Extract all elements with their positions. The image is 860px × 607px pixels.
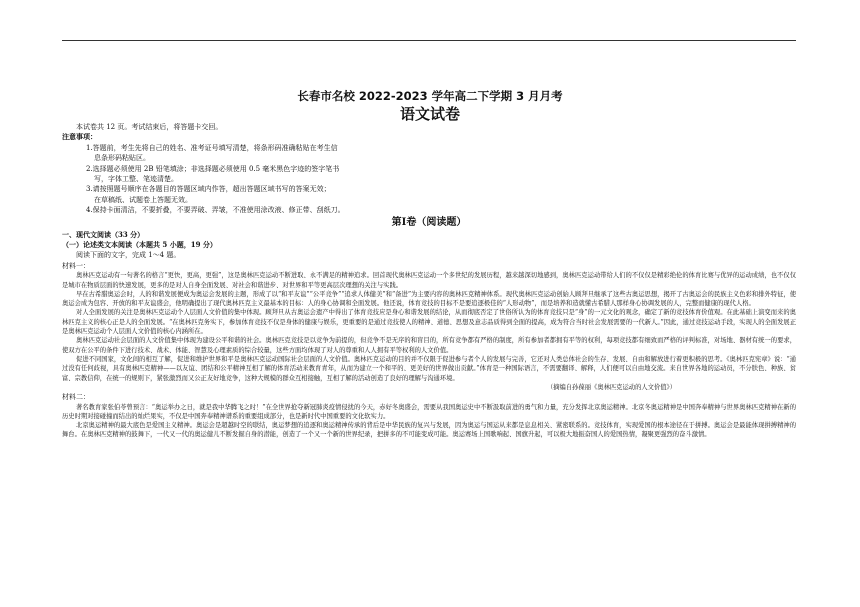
note-line: 4.保持卡面清洁，不要折叠，不要弄破、弄皱，不准使用涂改液、修正带、刮纸刀。 — [86, 206, 345, 215]
material-paragraph: 促进不同国家，文化间的相互了解，促进和维护世界和平是奥林匹克运动国际社会层面的人文价值。奥林匹克运动的目的并不仅限于促进参与者个人的发展与完善，它还对人类总体社会的生存、发展、自由和解放进行着更积极的思考。《奥林匹克宪章》说：“通过没有任何歧视，具有奥林匹克精神——以友谊、团结和公平精神互相了解的体育活动来教育青年，从而为建立一个和平的、更美好的世界做出贡献。”体育是一种国际语言，不需要翻译、解释，人们便可以自由地交流。来自世界各地的运动员，不分肤色、种族、贫富、宗教信仰，在统一的规则下，紧张激烈而又公正友好地竞争，这种大规模的群众互相接触，互相了解的活动创造了良好的理解与沟通环境。 — [62, 355, 796, 382]
material-label: 材料二： — [62, 393, 90, 402]
note-line: 2.选择题必须使用 2B 铅笔填涂；非选择题必须使用 0.5 毫米黑色字迹的签字笔书 — [86, 164, 340, 173]
header-rule — [62, 40, 796, 41]
material-source: （摘编自孙葆丽《奥林匹克运动的人文价值》） — [546, 383, 676, 391]
section-heading: 一、现代文阅读（33 分） — [62, 229, 145, 239]
note-line: 在草稿纸、试题卷上答题无效。 — [94, 195, 192, 204]
note-line: 息条形码粘贴区。 — [94, 154, 150, 163]
material-paragraph: 对人全面发展的关注是奥林匹克运动个人层面人文价值的集中体现。顾拜旦从古奥运会遗产中得出了体育竞技应是身心和谐发展的结论，从而彻底否定了世俗所认为的体育竞技只是“身”的一元文化的观念，确定了新的竞技体育价值观。在此基础上演变而来的奥林匹克主义的核心正是人的全面发展。“在奥林匹克务实下，参加体育竞技不仅是身体的健康与娱乐，更重要的是通过竞技使人的精神、道德、思想及意志品质得到全面的提高，成为符合当时社会发展需要的一代新人。”因此，通过竞技运动手段，实现人的全面发展正是奥林匹克运动个人层面人文价值的核心内涵所在。 — [62, 309, 796, 336]
subsection-heading: （一）论述类文本阅读（本题共 5 小题，19 分） — [62, 240, 217, 250]
material-paragraph: 奥林匹克运动社会层面的人文价值集中体现为建设公平和谐的社会。奥林匹克竞技是以竞争为前提的，但竞争不是无序的和盲目的，所有竞争都有严格的制度，所有参加者都拥有平等的权利，每项竞技都有细致而严格的评判标准，对场地、器材有统一的要求，使双方在公平的条件下进行技术、战术、体能、智慧及心理素质的综合较量，这些方面均体现了对人的尊重和人人拥有平等权利的人文价值。 — [62, 337, 796, 354]
note-line: 1.答题前，考生先将自己的姓名、准考证号填写清楚，将条形码准确粘贴在考生信 — [86, 143, 338, 152]
material-paragraph: 北京奥运精神的最大底色是爱国主义精神。奥运会是超越时空的联结，奥运梦想的追逐和奥运精神传承的背后是中华民族的复兴与发展，因为奥运与国运从来都是息息相关、紧密联系的。竞技体育，实现爱国的根本途径在于拼搏。奥运会是最能体现拼搏精神的舞台。在奥林匹克精神的鼓舞下，一代又一代的奥运健儿不断发掘自身的潜能，创造了一个又一个新的世界纪录，把拼多的不可能变成可能。奥运赛场上国歌响起、国旗升起，可以极大地振奋国人的爱国热情，凝聚更强烈的奋斗激情。 — [62, 422, 796, 439]
material-paragraph: 奥林匹克运动有一句著名的格言“更快，更高，更强”，这是奥林匹克运动不断进取、永不满足的精神追求。回首现代奥林匹克运动一个多世纪的发展历程，越来越深切地感到，奥林匹克运动带给人们的不仅仅是精彩绝伦的体育比赛与优异的运动成绩，也不仅仅是城市在物质层面的快速发展，更多的是对人自身全面发展、对社会和谐进步、对世界和平等更高层次理想的关注与实践。 — [62, 272, 796, 289]
note-line: 写，字体工整、笔迹清楚。 — [94, 175, 178, 184]
material-paragraph: 著名教育家张伯苓曾预言：“奥运举办之日，就是我中华腾飞之时！”在全世界抢夺新冠肺炎疫情侵扰的今天，赤好冬奥盛会，需要从我国奥运史中不断汲取前进的勇气和力量，充分发挥北京奥运精神。北京冬奥运精神是中国奔奉精神与世界奥林匹克精神在新的历史时期对接碰撞而结出的灿烂果实，不仅是中国奔奉精神谱系的重要组成部分，也是新时代中国重要的文化软实力。 — [62, 403, 796, 420]
document-body — [62, 122, 796, 440]
exam-title: 长春市名校 2022-2023 学年高二下学期 3 月月考 — [297, 89, 563, 103]
material-paragraph: 早在古希腊奥运会时，人的和谐发展便成为奥运会发展的主题，形成了以“和平友谊”“公平竞争”“追求人体健美”和“备进”为主要内容的奥林匹克精神体系。现代奥林匹克运动创始人顾拜旦继承了这些古奥运思想，揭开了古奥运会的民族主义色彩和排外特征，使奥运会成为包容、开放的和平友谊盛会，他明确提出了现代奥林匹克主义最基本的目标：人的身心协调和全面发展。他还说，体育竞技的目标不是要追逐极佳的“人形动物”，而是培养和造就懂古希腊人那样身心协调发展的人，完整而健康的现代人格。 — [62, 290, 796, 308]
notes-label: 注意事项： — [62, 132, 97, 142]
material-label: 材料一： — [62, 261, 90, 270]
intro-text: 本试卷共 12 页。考试结束后，将答题卡交回。 — [76, 123, 223, 131]
note-line: 3.请按照题号顺序在各题目的答题区域内作答，超出答题区域书写的答案无效； — [86, 185, 331, 194]
reading-instruction: 阅读下面的文字，完成 1～4 题。 — [76, 251, 181, 260]
part-title: 第Ⅰ卷（阅读题） — [391, 216, 467, 228]
exam-subject: 语文试卷 — [399, 105, 460, 123]
